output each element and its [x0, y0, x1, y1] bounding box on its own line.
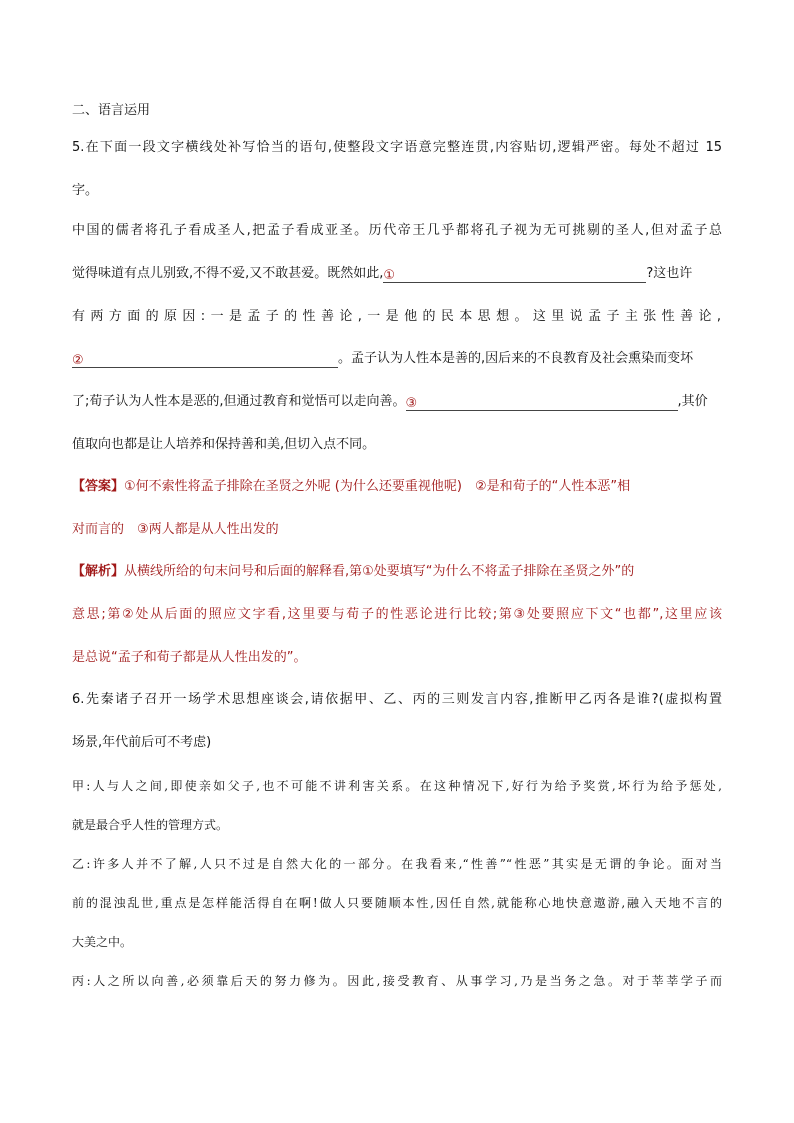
- answer-text-1: ①何不索性将孟子排除在圣贤之外呢 (为什么还要重视他呢) ②是和荀子的“人性本恶”相: [124, 479, 631, 494]
- analysis-tag: 【解析】: [72, 564, 125, 579]
- analysis-line-3: 是总说“孟子和荀子都是从人性出发的”。: [72, 650, 307, 665]
- q6-jia-line-2: 就是最合乎人性的管理方式。: [72, 818, 229, 832]
- blank-3-marker: ③: [405, 396, 418, 411]
- q6-bing-line-1: 丙:人之所以向善,必须靠后天的努力修为。因此,接受教育、从事学习,乃是当务之急。对于莘莘学子而: [72, 974, 722, 988]
- blank-2-field[interactable]: [72, 352, 338, 368]
- blank-1-marker: ①: [383, 268, 396, 283]
- analysis-line-1: [72, 563, 722, 581]
- q6-prompt-line-1: 6.先秦诸子召开一场学术思想座谈会,请依据甲、乙、丙的三则发言内容,推断甲乙丙各是谁?(虚拟构置: [72, 692, 722, 707]
- answer-tag: 【答案】: [72, 479, 125, 494]
- analysis-text-1: 从横线所给的句末问号和后面的解释看,第①处要填写“为什么不将孟子排除在圣贤之外”的: [124, 564, 635, 579]
- q5-passage-line-4: [72, 350, 722, 368]
- blank-2-marker: ②: [72, 353, 84, 368]
- q5-passage-line-1: 中国的儒者将孔子看成圣人,把孟子看成亚圣。历代帝王几乎都将孔子视为无可挑剔的圣人,但对孟子总: [72, 223, 722, 238]
- blank-3-field[interactable]: [406, 395, 678, 411]
- q6-yi-line-2: 前的混浊乱世,重点是怎样能活得自在啊!做人只要随顺本性,因任自然,就能称心地快意遨游,融入天地不言的: [72, 896, 722, 910]
- answer-line-1: [72, 478, 722, 496]
- q6-yi-line-1: 乙:许多人并不了解,人只不过是自然大化的一部分。在我看来,“性善”“性恶”其实是无谓的争论。面对当: [72, 857, 722, 871]
- q5-passage-line-5-text: 了;荀子认为人性本是恶的,但通过教育和觉悟可以走向善。: [72, 394, 406, 409]
- blank-1-field[interactable]: [383, 267, 646, 283]
- q5-passage-line-2-text: 觉得味道有点儿别致,不得不爱,又不敢甚爱。既然如此,: [72, 266, 384, 281]
- q6-yi-line-3: 大美之中。: [72, 935, 133, 949]
- analysis-line-2: 意思;第②处从后面的照应文字看,这里要与荀子的性恶论进行比较;第③处要照应下文“也都”,这里应该: [72, 607, 722, 622]
- q5-passage-line-5: [72, 393, 722, 411]
- q6-jia-line-1: 甲:人与人之间,即使亲如父子,也不可能不讲利害关系。在这种情况下,好行为给予奖赏,坏行为给予惩处,: [72, 779, 722, 793]
- q5-passage-line-3: 有两方面的原因:一是孟子的性善论,一是他的民本思想。这里说孟子主张性善论,: [72, 309, 722, 324]
- q5-passage-line-4-text: 。孟子认为人性本是善的,因后来的不良教育及社会熏染而变坏: [338, 351, 694, 366]
- q5-passage-line-2-end: ?这也许: [646, 266, 693, 281]
- q5-passage-line-6: 值取向也都是让人培养和保持善和美,但切入点不同。: [72, 437, 376, 452]
- q5-prompt-line-1: 5.在下面一段文字横线处补写恰当的语句,使整段文字语意完整连贯,内容贴切,逻辑严密。每处不超过 15: [72, 140, 722, 155]
- q5-passage-line-2: [72, 265, 722, 283]
- answer-line-2: 对而言的 ③两人都是从人性出发的: [72, 522, 279, 537]
- q5-passage-line-5-end: ,其价: [677, 394, 708, 409]
- section-title: 二、语言运用: [72, 103, 151, 118]
- q5-prompt-line-2: 字。: [72, 183, 99, 198]
- q6-prompt-line-2: 场景,年代前后可不考虑): [72, 735, 212, 750]
